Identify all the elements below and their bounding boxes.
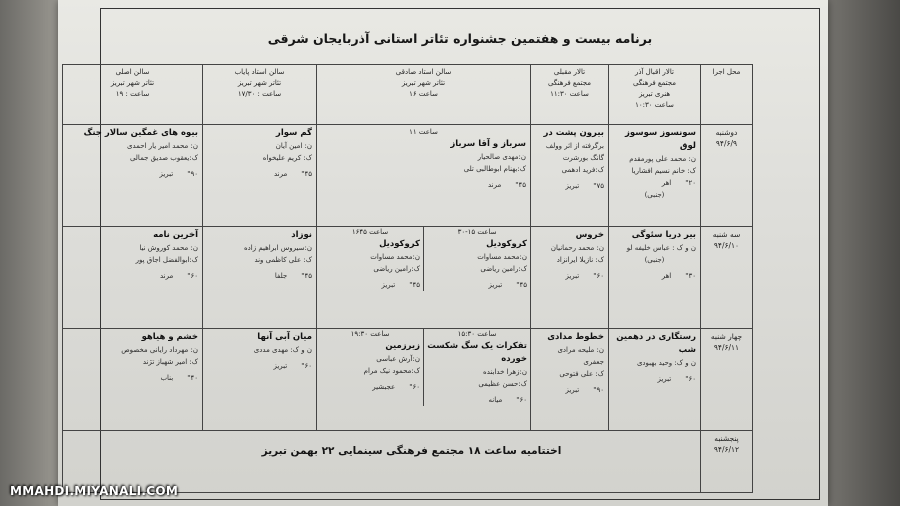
day-cell: چهار شنبه ۹۴/۶/۱۱: [701, 329, 753, 431]
show-cell: ساعت ۱۵-۳۰ کروکودیل ن:محمد مساوات ک:رامین ریاضی ۴۵" تبریز ساعت ۱۶۴۵ کروکودیل ن:محمد مساوات ک:رامین ریاضی ۴۵" تبریز: [317, 227, 531, 329]
show-cell: گم سوار ن: امین آیان ک: کریم علیخواه ۴۵" مرند: [203, 125, 317, 227]
venue-5: سالن اصلی تئاتر شهر تبریز ساعت : ۱۹: [63, 65, 203, 125]
schedule-table: [62, 64, 753, 493]
day-cell: سه شنبه ۹۴/۶/۱۰: [701, 227, 753, 329]
show-cell: ساعت ۱۵:۳۰ تفکرات یک سگ شکست خورده ن:زهرا خدابنده ک:حسن عظیمی ۶۰" میانه ساعت ۱۹:۳۰ زیرزمین ن:آرش عباسی ک:محمود نیک مرام ۶۰" عجبشیر: [317, 329, 531, 431]
show-cell: رستگاری در دهمین شب ن و ک: وحید بهبودی ۶۰" تبریز: [609, 329, 701, 431]
closing-text: اختتامیه ساعت ۱۸ مجتمع فرهنگی سینمایی ۲۲ بهمن تبریز: [261, 445, 562, 457]
show-cell: خطوط مدادی ن: ملیحه مرادی جعفری ک: علی فتوحی ۹۰" تبریز: [531, 329, 609, 431]
venues-label: محل اجرا: [701, 65, 753, 125]
background-right: [820, 0, 900, 506]
table-row: [63, 125, 753, 227]
document-title: برنامه بیست و هفتمین جشنواره تئاتر استانی آذربایجان شرقی: [267, 31, 653, 46]
show-cell: بیر دریا سئوگی ن و ک : عباس خلیفه لو (جنبی) ۳۰" اهر: [609, 227, 701, 329]
show-cell: ساعت ۱۱ سرباز و آقا سرباز ن:مهدی صالحیار ک:بهنام ابوطالبی تلی ۴۵" مرند: [317, 125, 531, 227]
watermark: MMAHDI.MIYANALI.COM: [10, 484, 179, 498]
show-cell: میان آبی آنها ن و ک: مهدی مددی ۶۰" تبریز: [203, 329, 317, 431]
venue-2: تالار مقبلی مجتمع فرهنگی ساعت ۱۱:۳۰: [531, 65, 609, 125]
venue-1: تالار اقبال آذر مجتمع فرهنگی هنری تبریز ساعت ۱۰:۳۰: [609, 65, 701, 125]
venue-3: سالن استاد صادقی تئاتر شهر تبریز ساعت ۱۶: [317, 65, 531, 125]
day-cell: پنجشنبه ۹۴/۶/۱۲: [701, 431, 753, 493]
show-cell: بیرون پشت در برگرفته از اثر وولف گانگ بورشرت ک:فرید ادهمی ۷۵" تبریز: [531, 125, 609, 227]
table-row: [63, 329, 753, 431]
show-cell: بیوه های غمگین سالار جنگ ن: محمد امیر یار احمدی ک:یعقوب صدیق جمالی ۹۰" تبریز: [63, 125, 203, 227]
table-row: [63, 227, 753, 329]
show-cell: سونسوز سوسوز لوق ن: محمد علی پورمقدم ک: خانم نسیم افشاریا ۲۰" اهر (جنبی): [609, 125, 701, 227]
show-cell: آخرین نامه ن: محمد کوروش نیا ک:ابوالفضل اجاق پور ۶۰" مرند: [63, 227, 203, 329]
day-cell: دوشنبه ۹۴/۶/۹: [701, 125, 753, 227]
venue-4: سالن استاد پایاب تئاتر شهر تبریز ساعت : ۱۷/۳۰: [203, 65, 317, 125]
show-cell: خروس ن: محمد رحمانیان ک: نازیلا ایرانزاد ۶۰" تبریز: [531, 227, 609, 329]
show-cell: خشم و هیاهو ن: مهرداد رایانی مخصوص ک: امیر شهباز تژند ۴۰" بناب: [63, 329, 203, 431]
show-cell: نوزاد ن:سیروس ابراهیم زاده ک: علی کاظمی وند ۴۵" جلفا: [203, 227, 317, 329]
header-row: [63, 65, 753, 125]
